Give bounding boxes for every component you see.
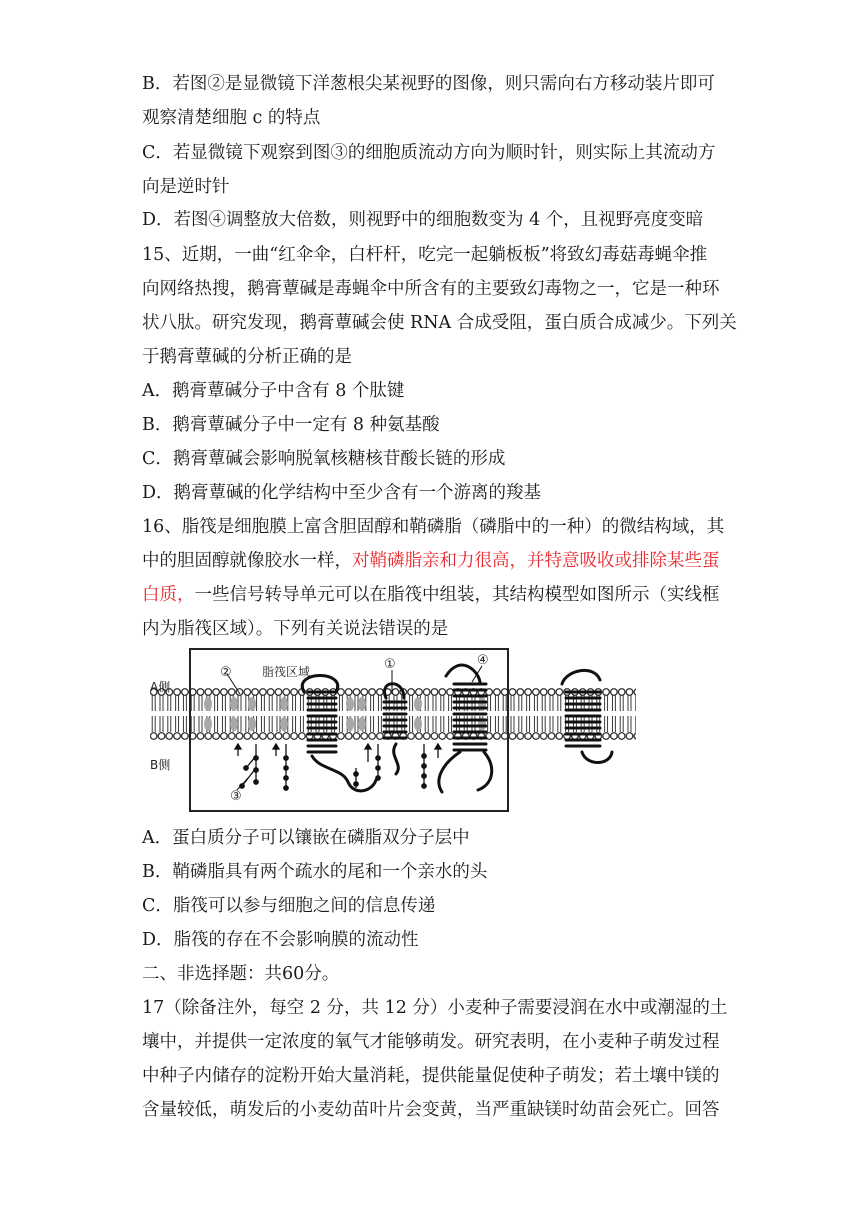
text-line <box>142 549 720 573</box>
option-d: D．鹅膏蕈碱的化学结构中至少含有一个游离的羧基 <box>142 483 542 503</box>
section-heading: 二、非选择题：共60分。 <box>142 964 340 984</box>
question-16-text: 16、脂筏是细胞膜上富含胆固醇和鞘磷脂（磷脂中的一种）的微结构域，其 <box>142 517 725 537</box>
text-line: 观察清楚细胞 c 的特点 <box>142 108 321 128</box>
text-line: 含量较低，萌发后的小麦幼苗叶片会变黄，当严重缺镁时幼苗会死亡。回答 <box>142 1100 720 1120</box>
option-b: B．鞘磷脂具有两个疏水的尾和一个亲水的头 <box>142 862 488 882</box>
lipid-raft-diagram <box>142 640 642 815</box>
text-line: 内为脂筏区域）。下列有关说法错误的是 <box>142 619 449 639</box>
text-line: 向网络热搜，鹅膏蕈碱是毒蝇伞中所含有的主要致幻毒物之一，它是一种环 <box>142 279 720 299</box>
text-line: 于鹅膏蕈碱的分析正确的是 <box>142 347 352 367</box>
text-line: 向是逆时针 <box>142 177 230 197</box>
marker-1: ① <box>384 657 396 672</box>
raft-region-label: 脂筏区域 <box>262 665 311 679</box>
option-d: D．脂筏的存在不会影响膜的流动性 <box>142 930 419 950</box>
side-b-label: B侧 <box>150 758 171 772</box>
text-line: 中种子内储存的淀粉开始大量消耗，提供能量促使种子萌发；若土壤中镁的 <box>142 1066 720 1086</box>
sugar-chains <box>235 744 441 790</box>
option-b: B．鹅膏蕈碱分子中一定有 8 种氨基酸 <box>142 415 440 435</box>
question-17-text: 17（除备注外，每空 2 分，共 12 分）小麦种子需要浸润在水中或潮湿的土 <box>142 998 728 1018</box>
marker-4: ④ <box>477 653 489 668</box>
option-a: A．鹅膏蕈碱分子中含有 8 个肽键 <box>142 381 405 401</box>
marker-2: ② <box>220 665 232 680</box>
highlighted-text: 对鞘磷脂亲和力很高，并特意吸收或排除某些蛋 <box>352 551 720 571</box>
highlighted-text: 白质， <box>142 585 195 605</box>
text-line: B．若图②是显微镜下洋葱根尖某视野的图像，则只需向右方移动装片即可 <box>142 74 715 94</box>
question-15-text: 15、近期，一曲“红伞伞，白杆杆，吃完一起躺板板”将致幻毒菇毒蝇伞推 <box>142 245 708 265</box>
text-segment: 中的胆固醇就像胶水一样， <box>142 551 352 571</box>
text-line: D．若图④调整放大倍数，则视野中的细胞数变为 4 个，且视野亮度变暗 <box>142 210 704 230</box>
marker-3: ③ <box>230 789 242 804</box>
option-c: C．脂筏可以参与细胞之间的信息传递 <box>142 896 436 916</box>
option-a: A．蛋白质分子可以镶嵌在磷脂双分子层中 <box>142 828 470 848</box>
text-segment: 一些信号转导单元可以在脂筏中组装，其结构模型如图所示（实线框 <box>194 585 720 605</box>
side-a-label: A侧 <box>150 680 171 694</box>
text-line: 壤中，并提供一定浓度的氧气才能够萌发。研究表明，在小麦种子萌发过程 <box>142 1032 720 1052</box>
text-line <box>142 583 720 607</box>
option-c: C．鹅膏蕈碱会影响脱氧核糖核苷酸长链的形成 <box>142 449 506 469</box>
text-line: 状八肽。研究发现，鹅膏蕈碱会使 RNA 合成受阻，蛋白质合成减少。下列关 <box>142 313 737 333</box>
text-line: C．若显微镜下观察到图③的细胞质流动方向为顺时针，则实际上其流动方 <box>142 143 716 163</box>
